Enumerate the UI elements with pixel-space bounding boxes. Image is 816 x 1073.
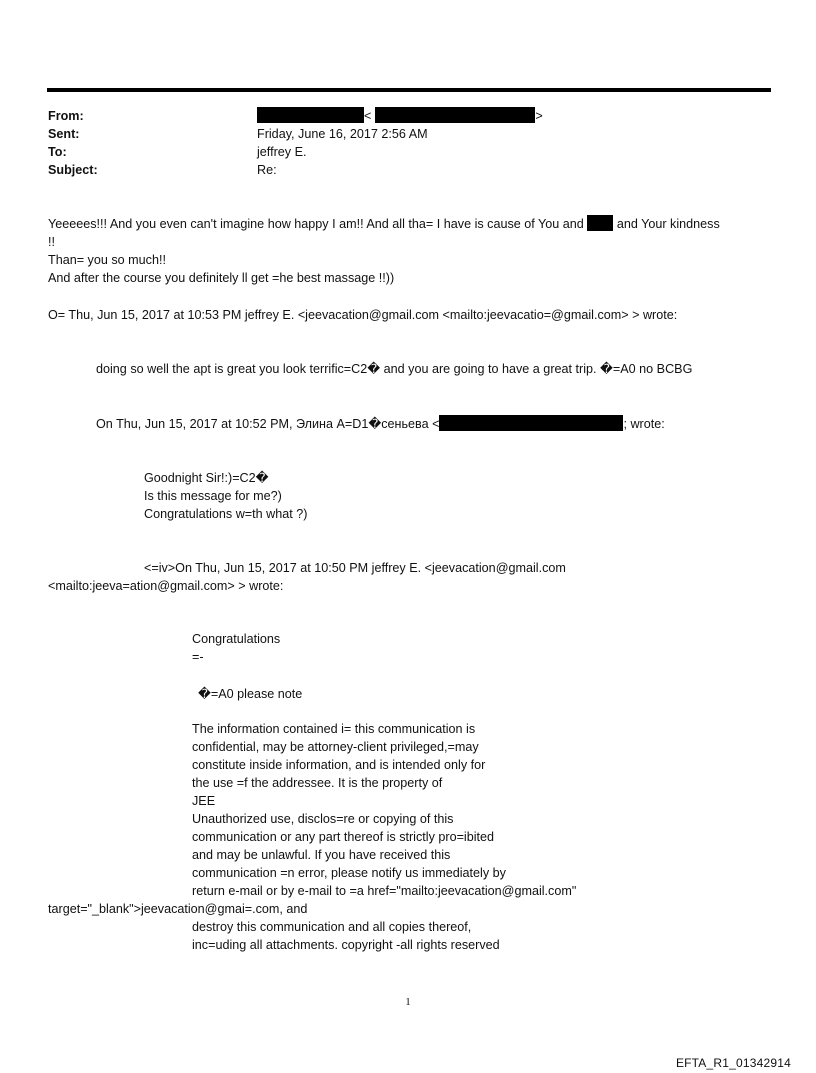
- quote-header-text: ; wrote:: [623, 417, 665, 431]
- to-label: To:: [48, 145, 67, 159]
- bates-stamp: EFTA_R1_01342914: [675, 1056, 791, 1070]
- page-number: 1: [405, 996, 411, 1008]
- disclaimer-line: communication or any part thereof is strictly pro=ibited: [192, 830, 495, 844]
- disclaimer-line: return e-mail or by e-mail to =a href="mailto:jeevacation@gmail.com": [192, 884, 577, 898]
- disclaimer-line: inc=uding all attachments. copyright -all rights reserved: [192, 938, 500, 952]
- redaction-box: [587, 215, 613, 231]
- quoted-text: Is this message for me?): [144, 489, 282, 503]
- to-value: jeffrey E.: [257, 145, 307, 159]
- quote-header: <=iv>On Thu, Jun 15, 2017 at 10:50 PM jeffrey E. <jeevacation@gmail.com: [144, 561, 566, 575]
- quoted-text: =-: [192, 650, 204, 664]
- subject-value: Re:: [257, 163, 277, 177]
- sent-value: Friday, June 16, 2017 2:56 AM: [257, 127, 428, 141]
- redaction-box: [375, 107, 535, 123]
- body-line: [48, 215, 720, 233]
- disclaimer-line: the use =f the addressee. It is the property of: [192, 776, 443, 790]
- disclaimer-line: target="_blank">jeevacation@gmai=.com, and: [48, 902, 308, 916]
- disclaimer-line: and may be unlawful. If you have received this: [192, 848, 451, 862]
- sent-label: Sent:: [48, 127, 80, 141]
- from-open: <: [364, 109, 372, 123]
- subject-label: Subject:: [48, 163, 98, 177]
- disclaimer-line: JEE: [192, 794, 216, 808]
- body-line: !!: [48, 235, 55, 249]
- header-rule: [47, 88, 771, 92]
- from-value: [257, 107, 543, 125]
- redaction-box: [439, 415, 623, 431]
- disclaimer-line: constitute inside information, and is intended only for: [192, 758, 486, 772]
- from-label: From:: [48, 109, 84, 123]
- disclaimer-end: [192, 918, 500, 954]
- disclaimer-line: The information contained i= this communication is: [192, 722, 476, 736]
- quote-header-text: On Thu, Jun 15, 2017 at 10:52 PM, Элина A=D1�сеньева <: [96, 417, 440, 431]
- quoted-text: doing so well the apt is great you look terrific=C2� and you are going to have a great trip. �=A0 no BCBG: [96, 362, 693, 376]
- body-line: And after the course you definitely ll get =he best massage !!)): [48, 271, 395, 285]
- quoted-text: Congratulations w=th what ?): [144, 507, 308, 521]
- body-line: Than= you so much!!: [48, 253, 166, 267]
- quote-header: O= Thu, Jun 15, 2017 at 10:53 PM jeffrey E. <jeevacation@gmail.com <mailto:jeevacatio=@gmail.com> > wrote:: [48, 308, 678, 322]
- disclaimer-line: destroy this communication and all copies thereof,: [192, 920, 472, 934]
- quoted-text: Congratulations: [192, 632, 281, 646]
- quoted-text: �=A0 please note: [198, 687, 303, 701]
- disclaimer-line: Unauthorized use, disclos=re or copying of this: [192, 812, 454, 826]
- quoted-text: Goodnight Sir!:)=C2�: [144, 471, 269, 485]
- disclaimer-line: confidential, may be attorney-client privileged,=may: [192, 740, 479, 754]
- disclaimer-line: communication =n error, please notify us immediately by: [192, 866, 506, 880]
- redaction-box: [257, 107, 364, 123]
- body-text: Yeeeees!!! And you even can't imagine how happy I am!! And all tha= I have is cause of You and: [48, 217, 584, 231]
- from-close: >: [535, 109, 543, 123]
- quote-header: [96, 415, 665, 433]
- disclaimer: [192, 720, 576, 900]
- body-text: and Your kindness: [616, 217, 720, 231]
- quote-header: <mailto:jeeva=ation@gmail.com> > wrote:: [48, 579, 284, 593]
